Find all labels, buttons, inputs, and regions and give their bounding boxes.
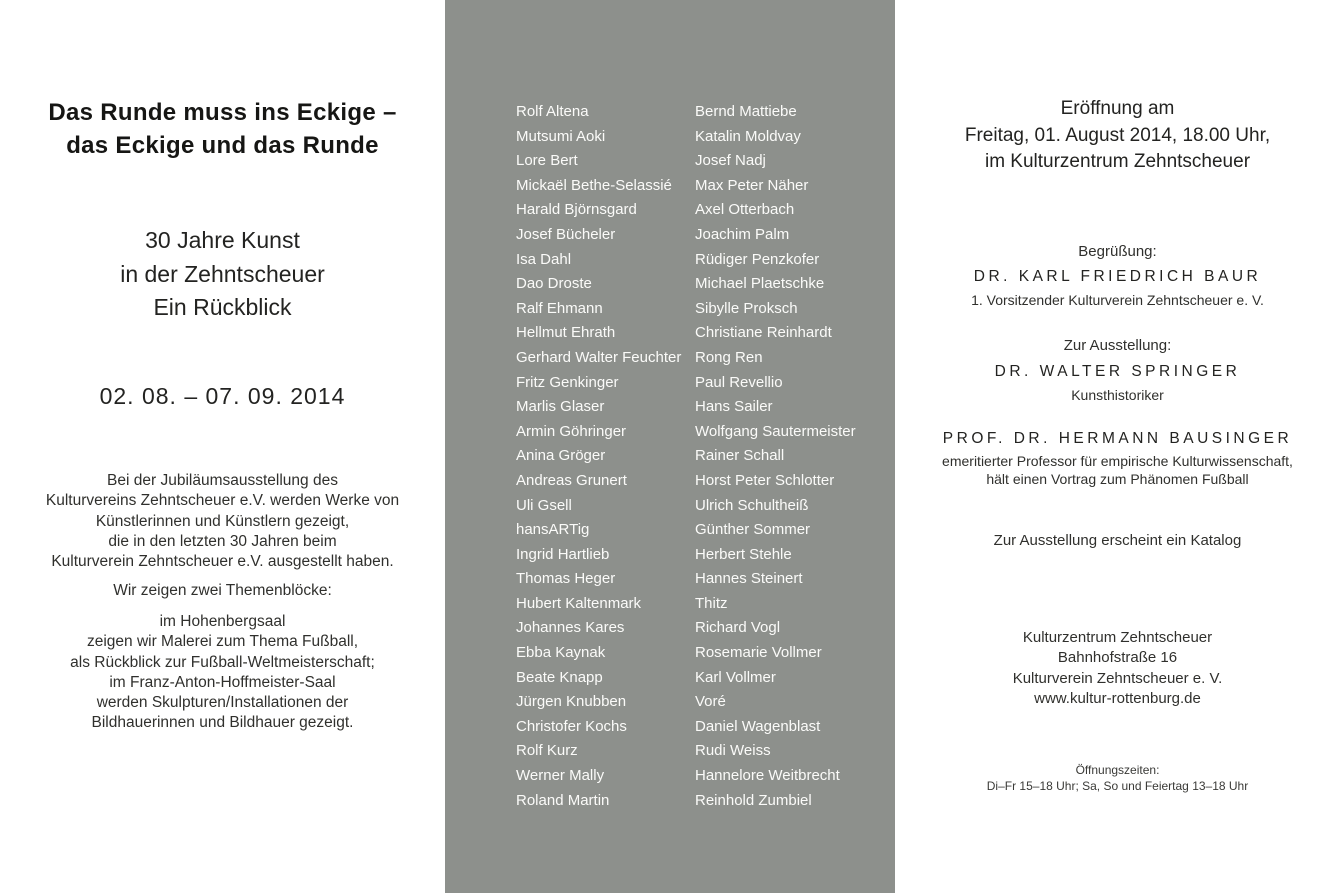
artist-name: Günther Sommer [695,521,811,539]
artist-list-column-1 [516,100,681,813]
artist-name: Rüdiger Penzkofer [695,250,820,268]
artist-name: Katalin Moldvay [695,127,801,145]
artist-name: Roland Martin [516,791,610,809]
artist-name: Rolf Kurz [516,742,578,760]
themes-paragraph-line: zeigen wir Malerei zum Thema Fußball, [86,633,359,651]
artist-name: Andreas Grunert [516,471,627,489]
artist-name: Rosemarie Vollmer [695,644,822,662]
artist-name: Hannelore Weitbrecht [695,767,840,785]
themes-paragraph-line: Bildhauerinnen und Bildhauer gezeigt. [91,714,354,732]
artist-name: Lore Bert [516,152,578,170]
artist-name: Michael Plaetschke [695,275,825,293]
artist-name: Ebba Kaynak [516,644,606,662]
exhibition-subtitle-line: Ein Rückblick [153,294,292,320]
artist-name: Johannes Kares [516,619,625,637]
artist-name: Werner Mally [516,767,605,785]
lecture-speaker-name: PROF. DR. HERMANN BAUSINGER [942,430,1293,447]
artist-name: Beate Knapp [516,668,603,686]
artist-name: Ingrid Hartlieb [516,545,610,563]
themes-paragraph [0,612,445,734]
artist-name: Reinhold Zumbiel [695,791,812,809]
artist-name: Bernd Mattiebe [695,103,797,120]
artist-name: Rolf Altena [516,103,589,120]
exhibition-subtitle [0,224,445,325]
opening-hours-value: Di–Fr 15–18 Uhr; Sa, So und Feiertag 13–18 Uhr [986,779,1249,793]
artist-name: Josef Nadj [695,152,766,170]
artist-name: Rong Ren [695,348,763,366]
opening-announcement-line: Eröffnung am [1060,98,1175,119]
intro-paragraph-line: Kulturverein Zehntscheuer e.V. ausgestellt haben. [51,553,394,571]
artist-name: Hubert Kaltenmark [516,594,642,612]
exhibition-date-range: 02. 08. – 07. 09. 2014 [99,383,346,409]
artists-panel [445,0,895,893]
artist-name: Mickaël Bethe-Selassié [516,176,672,194]
lecture-speaker-role-line: hält einen Vortrag zum Phänomen Fußball [986,471,1249,487]
themes-paragraph-line: im Franz-Anton-Hoffmeister-Saal [109,673,336,691]
venue-address [895,628,1340,709]
themes-paragraph-line: werden Skulpturen/Installationen der [96,694,349,712]
artist-list-column-2 [695,100,856,813]
intro-paragraph [0,471,445,572]
artist-name: Wolfgang Sautermeister [695,422,856,440]
venue-address-line: Kulturverein Zehntscheuer e. V. [1012,669,1223,687]
left-panel [0,0,445,893]
artist-name: Hellmut Ehrath [516,324,616,342]
artist-name: Sibylle Proksch [695,299,798,317]
artist-name: Voré [695,693,726,711]
themes-paragraph-line: im Hohenbergsaal [159,613,286,630]
artist-name: Christiane Reinhardt [695,324,832,342]
lecture-speaker-role [895,452,1340,488]
opening-announcement [895,96,1340,176]
opening-announcement-line: im Kulturzentrum Zehntscheuer [984,151,1251,172]
venue-address-line: Kulturzentrum Zehntscheuer [1022,629,1213,646]
artist-name: Isa Dahl [516,250,572,268]
themes-paragraph-line: als Rückblick zur Fußball-Weltmeisterschaft; [70,653,375,671]
exhibition-title [0,96,445,162]
artist-name: Fritz Genkinger [516,373,619,391]
artist-name: Daniel Wagenblast [695,717,821,735]
artist-name: Armin Göhringer [516,422,627,440]
exhibition-subtitle-line: 30 Jahre Kunst [145,227,300,253]
artist-name: Josef Bücheler [516,225,616,243]
exhibition-title-line: das Eckige und das Runde [66,132,379,159]
greeting-speaker-role: 1. Vorsitzender Kulturverein Zehntscheuer e. V. [971,292,1264,308]
artist-name: Rudi Weiss [695,742,771,760]
catalog-note: Zur Ausstellung erscheint ein Katalog [993,532,1242,549]
artist-name: Harald Björnsgard [516,201,637,219]
venue-address-line: www.kultur-rottenburg.de [1034,689,1201,707]
exhibition-subtitle-line: in der Zehntscheuer [120,260,325,287]
artist-name: hansARTig [516,521,590,539]
artist-name: Mutsumi Aoki [516,127,606,145]
exhibition-speaker-name: DR. WALTER SPRINGER [994,363,1241,380]
artist-name: Axel Otterbach [695,201,795,219]
artist-name: Joachim Palm [695,225,790,243]
artist-name: Karl Vollmer [695,668,776,686]
opening-announcement-line: Freitag, 01. August 2014, 18.00 Uhr, [964,124,1271,146]
greeting-speaker-name: DR. KARL FRIEDRICH BAUR [973,268,1262,285]
artist-name: Ulrich Schultheiß [695,496,809,514]
right-panel [895,0,1340,893]
artist-name: Ralf Ehmann [516,299,603,317]
artist-name: Dao Droste [516,275,592,293]
intro-paragraph-line: Künstlerinnen und Künstlern gezeigt, [95,512,350,530]
intro-paragraph-line: die in den letzten 30 Jahren beim [108,532,337,550]
artist-name: Herbert Stehle [695,545,792,563]
intro-paragraph-line: Bei der Jubiläumsausstellung des [107,472,338,489]
artist-name: Horst Peter Schlotter [695,471,835,489]
greeting-label: Begrüßung: [1078,243,1157,260]
artist-name: Richard Vogl [695,619,781,637]
intro-paragraph-line: Kulturvereins Zehntscheuer e.V. werden Werke von [45,492,400,510]
artist-name: Rainer Schall [695,447,785,465]
lecture-speaker-role-line: emeritierter Professor für empirische Kulturwissenschaft, [942,453,1293,469]
artist-name: Thitz [695,594,728,612]
exhibition-speaker-role: Kunsthistoriker [1071,387,1164,403]
artist-name: Thomas Heger [516,570,616,588]
venue-address-line: Bahnhofstraße 16 [1057,649,1178,667]
artist-name: Gerhard Walter Feuchter [516,348,682,366]
artist-name: Uli Gsell [516,496,572,514]
artist-name: Christofer Kochs [516,717,627,735]
artist-name: Hans Sailer [695,398,773,416]
artist-name: Anina Gröger [516,447,606,465]
artist-name: Paul Revellio [695,373,783,391]
opening-hours-label: Öffnungszeiten: [1075,763,1160,777]
exhibition-title-line: Das Runde muss ins Eckige – [48,99,397,126]
artist-name: Max Peter Näher [695,176,809,194]
exhibition-talk-label: Zur Ausstellung: [1063,337,1172,354]
artist-name: Hannes Steinert [695,570,803,588]
artist-name: Jürgen Knubben [516,693,627,711]
artist-name: Marlis Glaser [516,398,605,416]
themes-heading: Wir zeigen zwei Themenblöcke: [113,582,332,599]
